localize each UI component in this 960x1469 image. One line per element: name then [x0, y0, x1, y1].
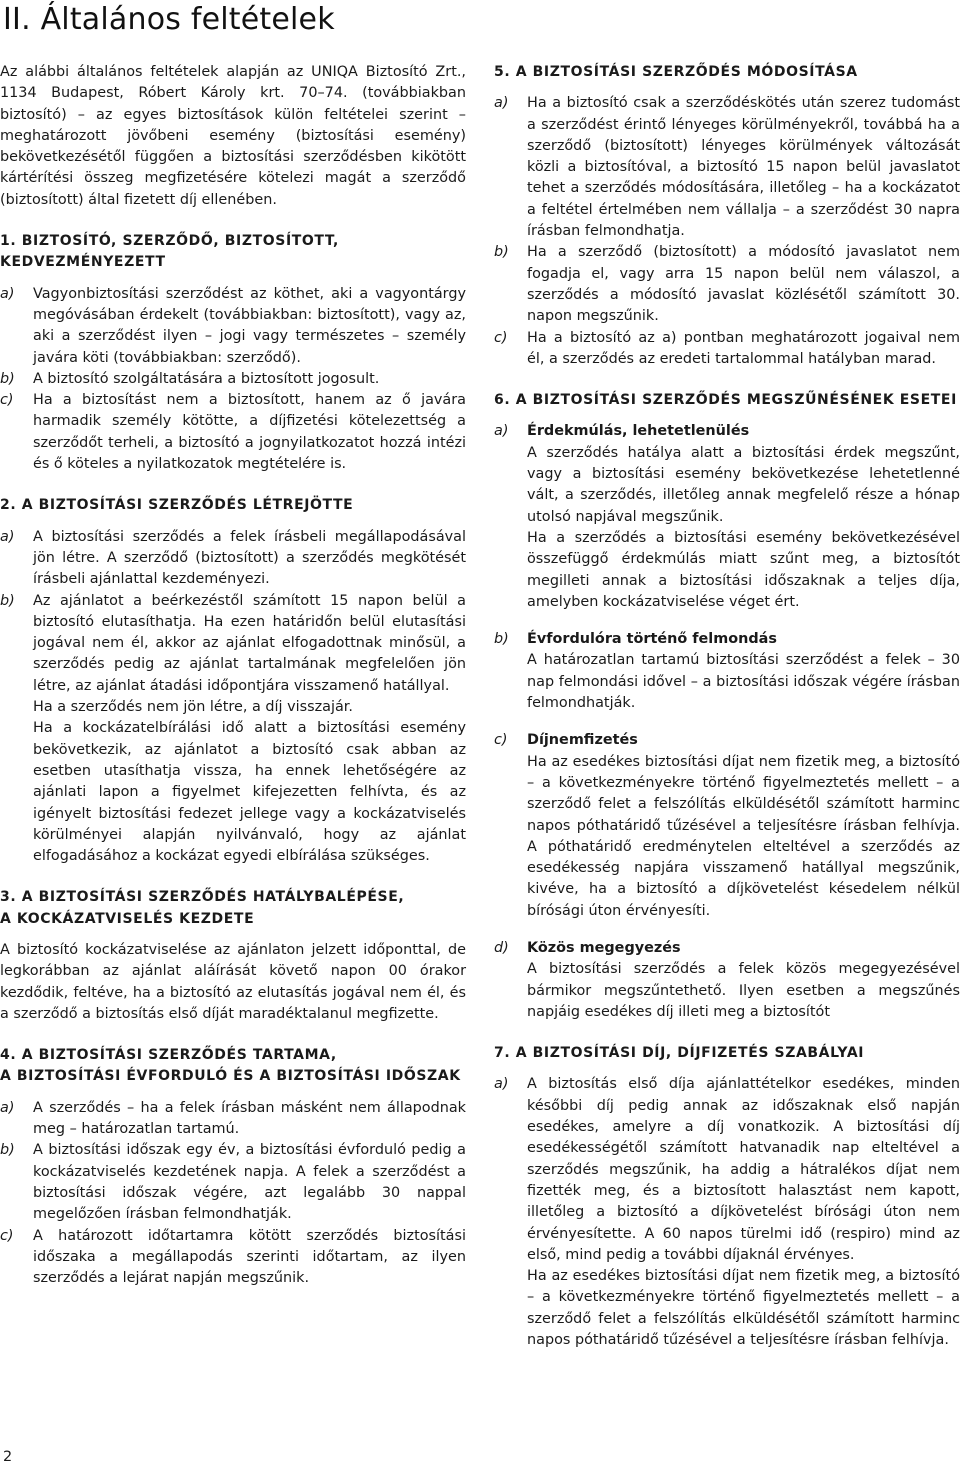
left-column — [0, 62, 466, 1289]
item-title: Évfordulóra történő felmondás — [527, 631, 777, 648]
item-text — [527, 938, 960, 1023]
item-label: c) — [494, 329, 508, 346]
item-label: d) — [494, 939, 509, 956]
item-label: a) — [494, 423, 509, 440]
item-text: A biztosítási szerződés a felek írásbeli megállapodásával jön létre. A szerződő (biztosított) a szerződés megkötését írásbeli ajánlattal kezdeményezi. — [33, 528, 466, 588]
item-title: Érdekmúlás, lehetetlenülés — [527, 423, 750, 440]
item-paragraph: Ha az esedékes biztosítási díjat nem fizetik meg, a biztosító – a következményekre történő figyelmeztetés mellett – a szerződő felet a felszólítás elküldésétől számított harminc napos póthatáridő tűzésével a teljesítésre írásban felhívja. A póthatáridő eredménytelen elteltével a szerződés az esedékesség napjára visszamenő hatállyal megszűnik, kivéve, ha a biztosító a díjkövetelést késedelem nélkül bírósági úton érvényesíti. — [527, 753, 960, 919]
item-paragraph: Ha a szerződés nem jön létre, a díj visszajár. — [33, 699, 353, 716]
item-text: Ha a szerződő (biztosított) a módosító javaslatot nem fogadja el, vagy arra 15 napon belül nem válaszol, a szerződés a módosító javaslat közlésétől számított 30. napon megszűnik. — [527, 244, 960, 325]
item-title: Közös megegyezés — [527, 939, 681, 956]
section-heading: 3. A BIZTOSÍTÁSI SZERZŐDÉS HATÁLYBALÉPÉSE, — [0, 889, 405, 906]
section-heading: A BIZTOSÍTÁSI ÉVFORDULÓ ÉS A BIZTOSÍTÁSI IDŐSZAK — [0, 1068, 461, 1085]
item-text — [527, 730, 960, 922]
section-7 — [494, 1043, 960, 1351]
item-text — [33, 591, 466, 868]
list-item — [494, 1074, 960, 1351]
item-label: c) — [0, 392, 14, 409]
item-text: Ha a biztosító az a) pontban meghatározott jogaival nem él, a szerződés az eredeti tartalommal hatályban marad. — [527, 329, 960, 367]
page-title: II. Általános feltételek — [3, 2, 335, 37]
item-paragraph: Ha a szerződés a biztosítási esemény bekövetkezésével összefüggő érdekmúlás miatt szűnt meg, a biztosítót megilleti annak a biztosítási időszaknak a teljes díja, amelyben kockázatviselése véget ért. — [527, 529, 960, 610]
list-item — [0, 1098, 466, 1141]
list-item — [494, 629, 960, 714]
item-text: A biztosító szolgáltatására a biztosított jogosult. — [33, 370, 380, 387]
list-item — [0, 390, 466, 475]
item-text: Vagyonbiztosítási szerződést az köthet, aki a vagyontárgy megóvásában érdekelt (továbbiakban: biztosított), vagy az, aki a szerződést ilyen – jogi vagy természetes – személy javára köti (továbbiakban: szerződő). — [33, 285, 466, 366]
right-column — [494, 62, 960, 1351]
item-label: a) — [0, 528, 15, 545]
intro-paragraph: Az alábbi általános feltételek alapján az UNIQA Biztosító Zrt., 1134 Budapest, Róbert Károly krt. 70–74. (továbbiakban biztosító) – az egyes biztosítások külön feltételei szerint – meghatározott jövőbeni esemény (biztosítási esemény) bekövetkezésétől függően a biztosítási szerződésben kikötött kártérítési összeg megfizetésére kötelezi magát a szerződő (biztosított) által fizetett díj ellenében. — [0, 64, 466, 208]
section-1 — [0, 231, 466, 475]
item-text — [527, 421, 960, 613]
item-text: A határozott időtartamra kötött szerződés biztosítási időszaka a megállapodás szerinti időtartam, az ilyen szerződés a lejárat napján megszűnik. — [33, 1227, 466, 1287]
list-item — [0, 369, 466, 390]
item-label: a) — [0, 1099, 15, 1116]
item-label: c) — [0, 1227, 14, 1244]
item-text — [527, 1074, 960, 1351]
item-label: a) — [494, 95, 509, 112]
list-item — [494, 328, 960, 371]
list-item — [0, 591, 466, 868]
section-heading: KEDVEZMÉNYEZETT — [0, 254, 166, 271]
item-paragraph: A határozatlan tartamú biztosítási szerződést a felek – 30 nap felmondási idővel – a biztosítási időszak végére írásban felmondhatják. — [527, 652, 960, 712]
list-item — [494, 421, 960, 613]
section-heading: 4. A BIZTOSÍTÁSI SZERZŐDÉS TARTAMA, — [0, 1047, 337, 1064]
item-label: b) — [0, 1142, 15, 1159]
list-item — [0, 284, 466, 369]
item-paragraph: A biztosítás első díja ajánlattételkor esedékes, minden későbbi díj pedig annak az időszaknak első napján esedékes, amelyre a díj vonatkozik. A biztosítási díj esedékességétől számított hatvanadik nap elteltével a szerződés megszűnik, ha addig a hátralékos díjat nem fizették meg, és a biztosított halasztást nem kapott, illetőleg a biztosító a díjkövetelést bírósági úton nem érvényesítette. A 60 napos türelmi idő (respiro) mind az első, mind pedig a további díjaknál érvényes. — [527, 1076, 960, 1263]
list-item — [494, 93, 960, 242]
item-text: A biztosítási időszak egy év, a biztosítási évforduló pedig a kockázatviselés kezdetének napja. A felek a szerződést a biztosítási időszak végére, azt legalább 30 nappal megelőzően írásban felmondhatják. — [33, 1142, 466, 1223]
list-item — [0, 1226, 466, 1290]
list-item — [0, 1140, 466, 1225]
item-label: b) — [0, 592, 15, 609]
list-item — [494, 730, 960, 922]
section-paragraph: A biztosító kockázatviselése az ajánlaton jelzett időponttal, de legkorábban az ajánlat aláírását követő napon 00 órakor kezdődik, feltéve, ha a biztosító az elutasítás jogával nem él, és a szerződő a biztosítás első díját maradéktalanul megfizette. — [0, 941, 466, 1022]
section-5 — [494, 62, 960, 370]
section-heading: A KOCKÁZATVISELÉS KEZDETE — [0, 910, 255, 927]
section-heading: 6. A BIZTOSÍTÁSI SZERZŐDÉS MEGSZŰNÉSÉNEK ESETEI — [494, 392, 957, 409]
page-number: 2 — [3, 1449, 13, 1465]
section-4 — [0, 1045, 466, 1289]
section-3 — [0, 887, 466, 1025]
section-heading: 1. BIZTOSÍTÓ, SZERZŐDŐ, BIZTOSÍTOTT, — [0, 233, 339, 250]
item-text — [527, 629, 960, 714]
section-heading: 7. A BIZTOSÍTÁSI DÍJ, DÍJFIZETÉS SZABÁLYAI — [494, 1045, 865, 1062]
item-paragraph: Az ajánlatot a beérkezéstől számított 15 napon belül a biztosító elutasíthatja. Ha ezen határidőn belül elutasítási jogával nem él, akkor az ajánlat elfogadottnak minősül, a szerződés pedig az ajánlat tartalmának megfelelően jön létre, az ajánlat átadási időpontjára visszamenő hatállyal. — [33, 592, 466, 694]
item-paragraph: Ha az esedékes biztosítási díjat nem fizetik meg, a biztosító – a következményekre történő figyelmeztetés mellett – a szerződő felet a felszólítás elküldésétől számított harminc napos póthatáridő tűzésével a teljesítésre írásban felhívja. — [527, 1268, 960, 1349]
list-item — [494, 938, 960, 1023]
item-title: Díjnemfizetés — [527, 732, 638, 749]
item-label: b) — [494, 244, 509, 261]
item-text: Ha a biztosítást nem a biztosított, hanem az ő javára harmadik személy kötötte, a díjfizetési kötelezettség a szerződőt terheli, a biztosító a jognyilatkozatot hozzá intézi és ő köteles a nyilatkozatok megtételére is. — [33, 392, 466, 473]
item-label: a) — [0, 285, 15, 302]
section-heading: 5. A BIZTOSÍTÁSI SZERZŐDÉS MÓDOSÍTÁSA — [494, 64, 858, 80]
item-label: b) — [0, 370, 15, 387]
item-text: Ha a biztosító csak a szerződéskötés után szerez tudomást a szerződést érintő lényeges körülményekről, továbbá ha a szerződő (biztosított) lényeges körülmények változását közli a biztosítóval, a biztosító 15 napon belül javaslatot tehet a szerződés módosítására, illetőleg – ha a kockázatot a feltétel értelmében nem vállalja – a szerződést 30 napra írásban felmondhatja. — [527, 95, 960, 240]
item-label: a) — [494, 1076, 509, 1093]
section-2 — [0, 495, 466, 867]
section-6 — [494, 390, 960, 1023]
item-paragraph: Ha a kockázatelbírálási idő alatt a biztosítási esemény bekövetkezik, az ajánlatot a biztosító csak abban az esetben utasíthatja vissza, ha ennek lehetőségére az ajánlati lapon a figyelmet kifejezetten felhívta, és az igényelt biztosítási fedezet jellege vagy a kockázatviselés körülményei alapján nyilvánvaló, hogy az ajánlat elfogadásához a kockázat egyedi elbírálása szükséges. — [33, 720, 466, 865]
item-label: b) — [494, 631, 509, 648]
list-item — [0, 527, 466, 591]
section-heading: 2. A BIZTOSÍTÁSI SZERZŐDÉS LÉTREJÖTTE — [0, 497, 354, 514]
item-text: A szerződés – ha a felek írásban másként nem állapodnak meg – határozatlan tartamú. — [33, 1099, 466, 1138]
item-paragraph: A biztosítási szerződés a felek közös megegyezésével bármikor megszűntethető. Ilyen esetben a megszűnés napjáig esedékes díj illeti meg a biztosítót — [527, 961, 960, 1020]
list-item — [494, 242, 960, 327]
item-paragraph: A szerződés hatálya alatt a biztosítási érdek megszűnt, vagy a biztosítási esemény bekövetkezése lehetetlenné vált, a szerződés, illetőleg annak megfelelő része a hónap utolsó napjával megszűnik. — [527, 444, 960, 525]
item-label: c) — [494, 732, 508, 749]
